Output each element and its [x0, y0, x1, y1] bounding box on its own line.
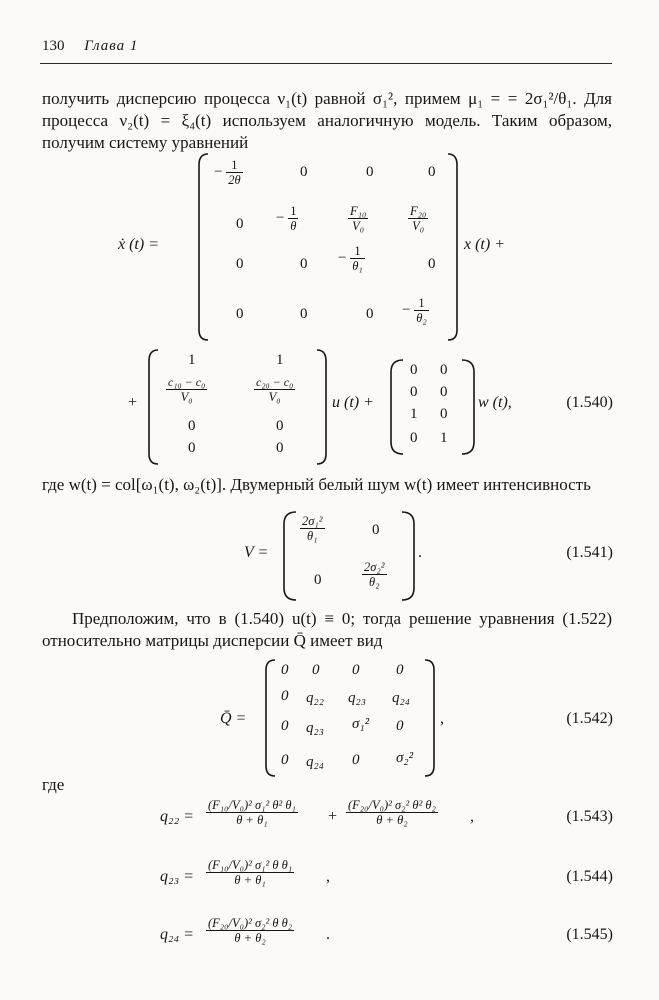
v11: $\frac{\text{2σ₁²}}{\text{θ₁}}$	[302, 514, 323, 543]
c31: 1	[410, 406, 418, 422]
a22: − $\frac{1}{\theta}$	[276, 204, 297, 233]
q11: 0	[281, 662, 289, 678]
eq540-after-b: u (t) +	[332, 394, 374, 411]
eq544-number: (1.544)	[566, 868, 613, 885]
eq544-lhs: q₂₃ =	[160, 868, 194, 885]
q22: q₂₂	[306, 690, 324, 706]
eq543-frac1: $\frac{\text{(F₁₀/V₀)² σ₁² θ² θ₁}}{\text{θ + θ₁}}$	[208, 798, 296, 827]
a43: 0	[366, 306, 374, 322]
a14: 0	[428, 164, 436, 180]
eq541-after: .	[418, 544, 422, 561]
q12: 0	[312, 662, 320, 678]
chapter-title: Глава 1	[84, 38, 139, 54]
b12: 1	[276, 352, 284, 368]
b11: 1	[188, 352, 196, 368]
q32: q₂₃	[306, 720, 324, 736]
eq545-after: .	[326, 926, 330, 943]
a41: 0	[236, 306, 244, 322]
eq540-after-a: x (t) +	[464, 236, 505, 253]
eq544-after: ,	[326, 868, 330, 885]
eq541-number: (1.541)	[566, 544, 613, 561]
eq543-lhs: q₂₂ =	[160, 808, 194, 825]
a31: 0	[236, 256, 244, 272]
q34: 0	[396, 718, 404, 734]
page-number: 130	[42, 38, 65, 54]
q44: σ₂²	[396, 750, 414, 766]
eq542-number: (1.542)	[566, 710, 613, 727]
c11: 0	[410, 362, 418, 378]
b41: 0	[188, 440, 196, 456]
a34: 0	[428, 256, 436, 272]
eq542-after: ,	[440, 710, 444, 727]
a24: $\frac{\text{F₂₀}}{\text{V₀}}$	[410, 204, 427, 233]
a33: − $\frac{1}{\text{θ₁}}$	[338, 244, 363, 273]
paragraph-4: где	[42, 775, 65, 794]
q33: σ₁²	[352, 716, 370, 732]
eq545-lhs: q₂₄ =	[160, 926, 194, 943]
a44: − $\frac{1}{\text{θ₂}}$	[402, 296, 427, 325]
eq544-frac: $\frac{\text{(F₁₀/V₀)² σ₁² θ θ₁}}{\text{θ + θ₁}}$	[208, 858, 293, 887]
c32: 0	[440, 406, 448, 422]
c22: 0	[440, 384, 448, 400]
eq543-frac2: $\frac{\text{(F₂₀/V₀)² σ₂² θ² θ₂}}{\text{θ + θ₂}}$	[348, 798, 436, 827]
q31: 0	[281, 718, 289, 734]
a23: $\frac{\text{F₁₀}}{\text{V₀}}$	[350, 204, 367, 233]
q13: 0	[352, 662, 360, 678]
a11: − $\frac{1}{2\theta}$	[214, 158, 241, 187]
eq542-lhs: Q̄ =	[220, 710, 247, 727]
eq541-lhs: V =	[244, 544, 269, 561]
paragraph-3: Предположим, что в (1.540) u(t) ≡ 0; тогда решение уравнения (1.522) относительно матрицы дисперсии Q̄ имеет вид	[42, 609, 612, 650]
a32: 0	[300, 256, 308, 272]
q24: q₂₄	[392, 690, 410, 706]
eq540-lhs: ẋ (t) =	[118, 236, 159, 253]
eq540-after-c: w (t),	[478, 394, 512, 411]
q41: 0	[281, 752, 289, 768]
paragraph-1: получить дисперсию процесса ν₁(t) равной σ₁², примем μ₁ = = 2σ₁²/θ₁. Для процесса ν₂(t) = ξ₄(t) используем аналогичную модель. Таким образом, получим систему уравнений	[42, 89, 612, 152]
a21: 0	[236, 216, 244, 232]
eq545-number: (1.545)	[566, 926, 613, 943]
eq543-number: (1.543)	[566, 808, 613, 825]
c21: 0	[410, 384, 418, 400]
a12: 0	[300, 164, 308, 180]
eq540-plus: +	[128, 394, 138, 411]
eq543-plus: +	[328, 808, 338, 825]
c42: 1	[440, 430, 448, 446]
a13: 0	[366, 164, 374, 180]
eq545-frac: $\frac{\text{(F₂₀/V₀)² σ₂² θ θ₂}}{\text{θ + θ₂}}$	[208, 916, 293, 945]
eq540-number: (1.540)	[566, 394, 613, 411]
q43: 0	[352, 752, 360, 768]
paragraph-2: где w(t) = col[ω₁(t), ω₂(t)]. Двумерный белый шум w(t) имеет интенсивность	[42, 475, 591, 494]
a42: 0	[300, 306, 308, 322]
q14: 0	[396, 662, 404, 678]
v12: 0	[372, 522, 380, 538]
b22: $\frac{\text{c₂₀ − c₀}}{\text{V₀}}$	[256, 375, 294, 404]
c12: 0	[440, 362, 448, 378]
v21: 0	[314, 572, 322, 588]
b42: 0	[276, 440, 284, 456]
q23: q₂₃	[348, 690, 366, 706]
v22: $\frac{\text{2σ₂²}}{\text{θ₂}}$	[364, 560, 385, 589]
q21: 0	[281, 688, 289, 704]
q42: q₂₄	[306, 754, 324, 770]
b21: $\frac{\text{c₁₀ − c₀}}{\text{V₀}}$	[168, 375, 206, 404]
c41: 0	[410, 430, 418, 446]
b32: 0	[276, 418, 284, 434]
b31: 0	[188, 418, 196, 434]
eq543-after: ,	[470, 808, 474, 825]
